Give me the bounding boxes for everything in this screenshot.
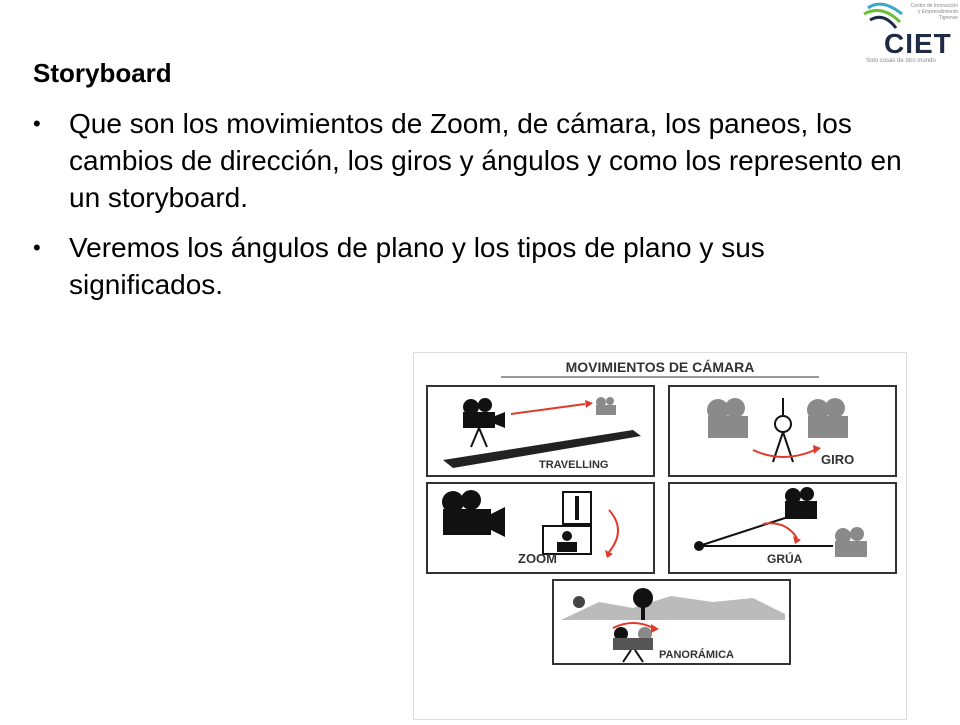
logo-tagline: Solo cosas de otro mundo xyxy=(866,58,936,64)
figure-heading: MOVIMIENTOS DE CÁMARA xyxy=(565,359,755,375)
logo-subtitle: Centro de Innovación y Emprendimiento Tigrense xyxy=(910,3,958,21)
label-giro: GIRO xyxy=(821,452,855,467)
camera-movements-figure xyxy=(413,352,907,720)
camera-movements-illustration xyxy=(413,352,907,720)
bullet-dot-icon: • xyxy=(33,111,41,136)
bullet-dot-icon: • xyxy=(33,235,41,260)
bullet-item xyxy=(33,229,913,303)
bullet-list xyxy=(33,105,913,316)
label-panoramica: PANORÁMICA xyxy=(659,649,734,661)
label-zoom: ZOOM xyxy=(518,551,557,566)
bullet-item xyxy=(33,105,913,216)
bullet-text: Que son los movimientos de Zoom, de cámara, los paneos, los cambios de dirección, los giros y ángulos y como los represento en un storyboard. xyxy=(69,108,902,213)
slide-title: Storyboard xyxy=(33,58,172,88)
bullet-text: Veremos los ángulos de plano y los tipos de plano y sus significados. xyxy=(69,232,765,300)
label-grua: GRÚA xyxy=(767,552,803,566)
logo-name: CIET xyxy=(884,28,952,59)
label-travelling: TRAVELLING xyxy=(539,459,609,471)
